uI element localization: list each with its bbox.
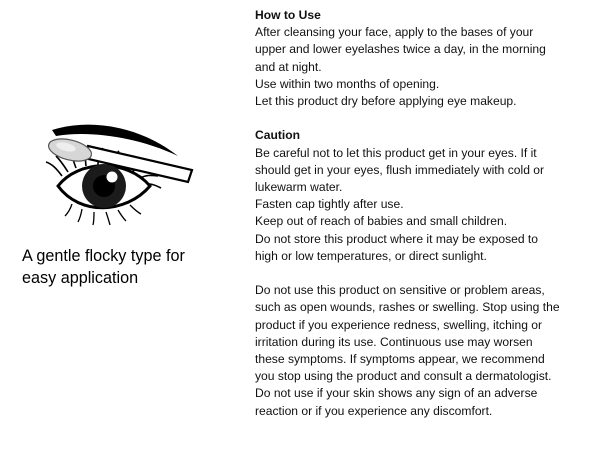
how-to-use-line: and at night.: [255, 59, 322, 74]
caution-more-line: reaction or if you experience any discomfort.: [255, 403, 493, 418]
caution-more-line: you stop using the product and consult a dermatologist.: [255, 369, 552, 384]
product-tagline: [22, 245, 237, 289]
caution-section: [255, 127, 600, 265]
caution-line: Be careful not to let this product get in your eyes. If it: [255, 145, 537, 160]
how-to-use-line: After cleansing your face, apply to the bases of your: [255, 25, 534, 40]
how-to-use-line: Use within two months of opening.: [255, 76, 440, 91]
eye-highlight: [107, 172, 118, 183]
caution-more-line: product if you experience redness, swelling, itching or: [255, 317, 543, 332]
caution-line: high or low temperatures, or direct sunlight.: [255, 248, 487, 263]
caution-more-line: Do not use this product on sensitive or problem areas,: [255, 283, 545, 298]
how-to-use-line: Let this product dry before applying eye makeup.: [255, 94, 517, 109]
caution-more-line: Do not use if your skin shows any sign of an adverse: [255, 386, 538, 401]
caution-more-line: such as open wounds, rashes or swelling. Stop using the: [255, 300, 560, 315]
caution-line: Fasten cap tightly after use.: [255, 197, 404, 212]
tagline-line-1: A gentle flocky type for: [22, 247, 185, 265]
caution-line: should get in your eyes, flush immediately with cold or: [255, 162, 545, 177]
how-to-use-line: upper and lower eyelashes twice a day, in the morning: [255, 42, 546, 57]
spacer: [255, 265, 600, 282]
tagline-line-2: easy application: [22, 269, 139, 287]
caution-heading: Caution: [255, 128, 301, 143]
left-panel: [0, 0, 245, 449]
how-to-use-heading: How to Use: [255, 8, 321, 22]
caution-more-line: these symptoms. If symptoms appear, we recommend: [255, 352, 545, 367]
caution-more-line: irritation during its use. Continuous use may worsen: [255, 334, 533, 349]
instructions-panel: [255, 7, 600, 420]
spacer: [255, 110, 600, 127]
caution-line: Do not store this product where it may be exposed to: [255, 231, 539, 246]
how-to-use-section: [255, 7, 600, 110]
caution-line: Keep out of reach of babies and small children.: [255, 214, 508, 229]
caution-continued-section: [255, 282, 600, 420]
eye-with-brush-illustration: [30, 120, 200, 232]
caution-line: lukewarm water.: [255, 180, 343, 195]
